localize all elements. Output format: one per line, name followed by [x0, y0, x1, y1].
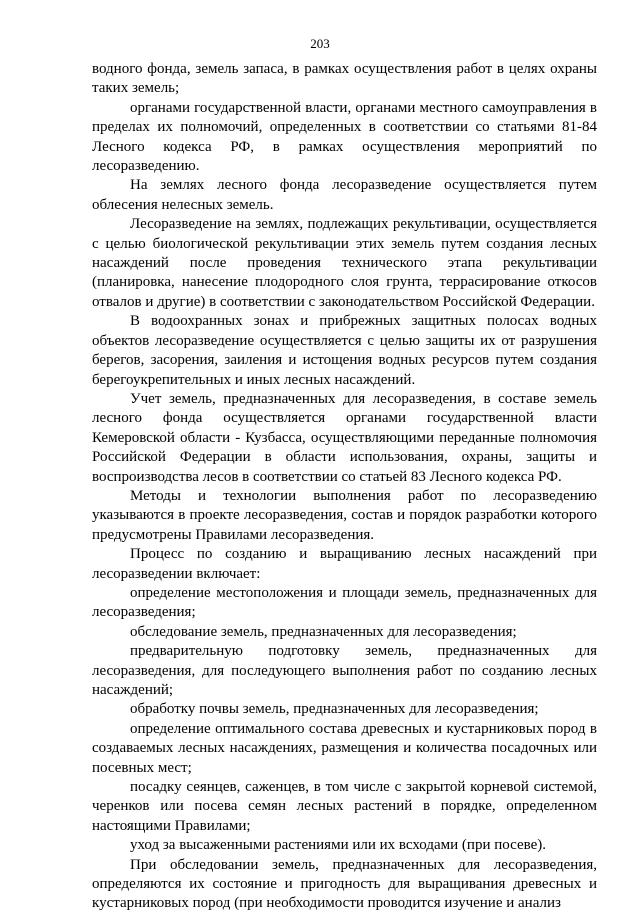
list-item-soil-treatment: обработку почвы земель, предназначенных для лесоразведения; [130, 701, 539, 718]
list-item-planting: посадку сеянцев, саженцев, в том числе с закрытой корневой системой, черенков или посева семян лесных растений в порядке, определенном настоящими Правилами; [92, 779, 597, 834]
paragraph-water-protection-zones: В водоохранных зонах и прибрежных защитных полосах водных объектов лесоразведение осуществляется с целью защиты их от разрушения берегов, засорения, заиления и истощения водных ресурсов путем создания берегоукрепительных и иных лесных насаждений. [92, 313, 597, 388]
list-item-land-survey: обследование земель, предназначенных для лесоразведения; [130, 623, 517, 640]
paragraph-forest-fund-lands: На землях лесного фонда лесоразведение осуществляется путем облесения нелесных земель. [92, 177, 597, 213]
paragraph-methods-technologies: Методы и технологии выполнения работ по лесоразведению указываются в проекте лесоразведения, состав и порядок разработки которого предусмотрены Правилами лесоразведения. [92, 487, 597, 543]
list-item-location-definition: определение местоположения и площади земель, предназначенных для лесоразведения; [92, 584, 597, 621]
body-text [92, 60, 597, 914]
paragraph-process-intro: Процесс по созданию и выращиванию лесных насаждений при лесоразведении включает: [92, 546, 597, 582]
list-item-species-composition: определение оптимального состава древесных и кустарниковых пород в создаваемых лесных насаждениях, размещения и количества посадочных или посевных мест; [92, 720, 597, 776]
paragraph-land-accounting: Учет земель, предназначенных для лесоразведения, в составе земель лесного фонда осуществляется органами государственной власти Кемеровской области - Кузбасса, осуществляющими переданные полномочия Российской Федерации в области использования, охраны, защиты и воспроизводства лесов в соответствии со статьей 83 Лесного кодекса РФ. [92, 390, 597, 485]
paragraph-list-item-state-authorities: органами государственной власти, органами местного самоуправления в пределах их полномочий, определенных в соответствии со статьями 81-84 Лесного кодекса РФ, в рамках осуществления мероприятий по лесоразведению. [92, 99, 597, 175]
paragraph-land-survey-details: При обследовании земель, предназначенных для лесоразведения, определяются их состояние и пригодность для выращивания древесных и кустарниковых пород (при необходимости проводится изучение и анализ [92, 856, 597, 912]
list-item-care: уход за высаженными растениями или их всходами (при посеве). [130, 837, 547, 854]
list-item-preliminary-preparation: предварительную подготовку земель, предназначенных для лесоразведения, для последующего выполнения работ по созданию лесных насаждений; [92, 643, 597, 698]
paragraph-continuation: водного фонда, земель запаса, в рамках осуществления работ в целях охраны таких земель; [92, 61, 597, 97]
page-number: 203 [310, 36, 330, 51]
paragraph-recultivation: Лесоразведение на землях, подлежащих рекультивации, осуществляется с целью биологической рекультивации этих земель путем создания лесных насаждений после проведения технического этапа рекультивации (планировка, нанесение плодородного слоя грунта, террасирование откосов отвалов и другие) в соответствии с законодательством Российской Федерации. [92, 216, 597, 310]
